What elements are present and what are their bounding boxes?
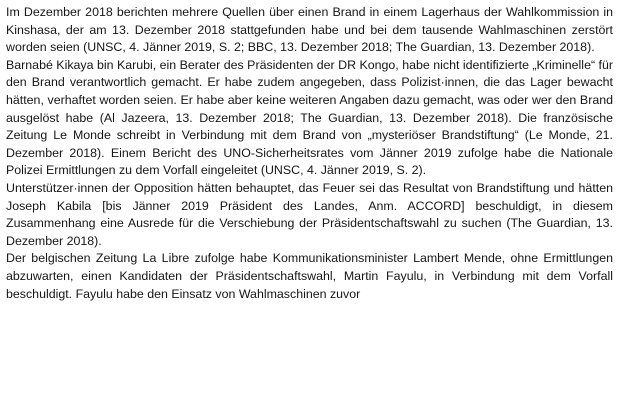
paragraph-advisor-statement: Barnabé Kikaya bin Karubi, ein Berater des Präsidenten der DR Kongo, habe nicht identifizierte „Kriminelle“ für den Brand verantwortlich gemacht. Er habe zudem angegeben, dass Polizist·innen, die das Lager bewacht hätten, verhaftet worden seien. Er habe aber keine weiteren Angaben dazu gemacht, was oder wer den Brand ausgelöst habe (Al Jazeera, 13. Dezember 2018; The Guardian, 13. Dezember 2018). Die französische Zeitung Le Monde schreibt in Verbindung mit dem Brand von „mysteriöser Brandstiftung“ (Le Monde, 21. Dezember 2018). Einem Bericht des UNO-Sicherheitsrates vom Jänner 2019 zufolge habe die Nationale Polizei Ermittlungen zu dem Vorfall eingeleitet (UNSC, 4. Jänner 2019, S. 2). (6, 57, 613, 178)
paragraph-warehouse-fire: Im Dezember 2018 berichten mehrere Quellen über einen Brand in einem Lagerhaus der Wahlkommission in Kinshasa, der am 13. Dezember 2018 stattgefunden habe und bei dem tausende Wahlmaschinen zerstört worden seien (UNSC, 4. Jänner 2019, S. 2; BBC, 13. Dezember 2018; The Guardian, 13. Dezember 2018). (6, 5, 613, 55)
paragraph-opposition-claims: Unterstützer·innen der Opposition hätten behauptet, das Feuer sei das Resultat von Brandstiftung und hätten Joseph Kabila [bis Jänner 2019 Präsident des Landes, Anm. ACCORD] beschuldigt, in diesem Zusammenhang eine Ausrede für die Verschiebung der Präsidentschaftswahl zu suchen (The Guardian, 13. Dezember 2018). (6, 180, 613, 248)
paragraph-la-libre-report: Der belgischen Zeitung La Libre zufolge habe Kommunikationsminister Lambert Mende, ohne Ermittlungen abzuwarten, einen Kandidaten der Präsidentschaftswahl, Martin Fayulu, in Verbindung mit dem Vorfall beschuldigt. Fayulu habe den Einsatz von Wahlmaschinen zuvor (6, 251, 613, 301)
